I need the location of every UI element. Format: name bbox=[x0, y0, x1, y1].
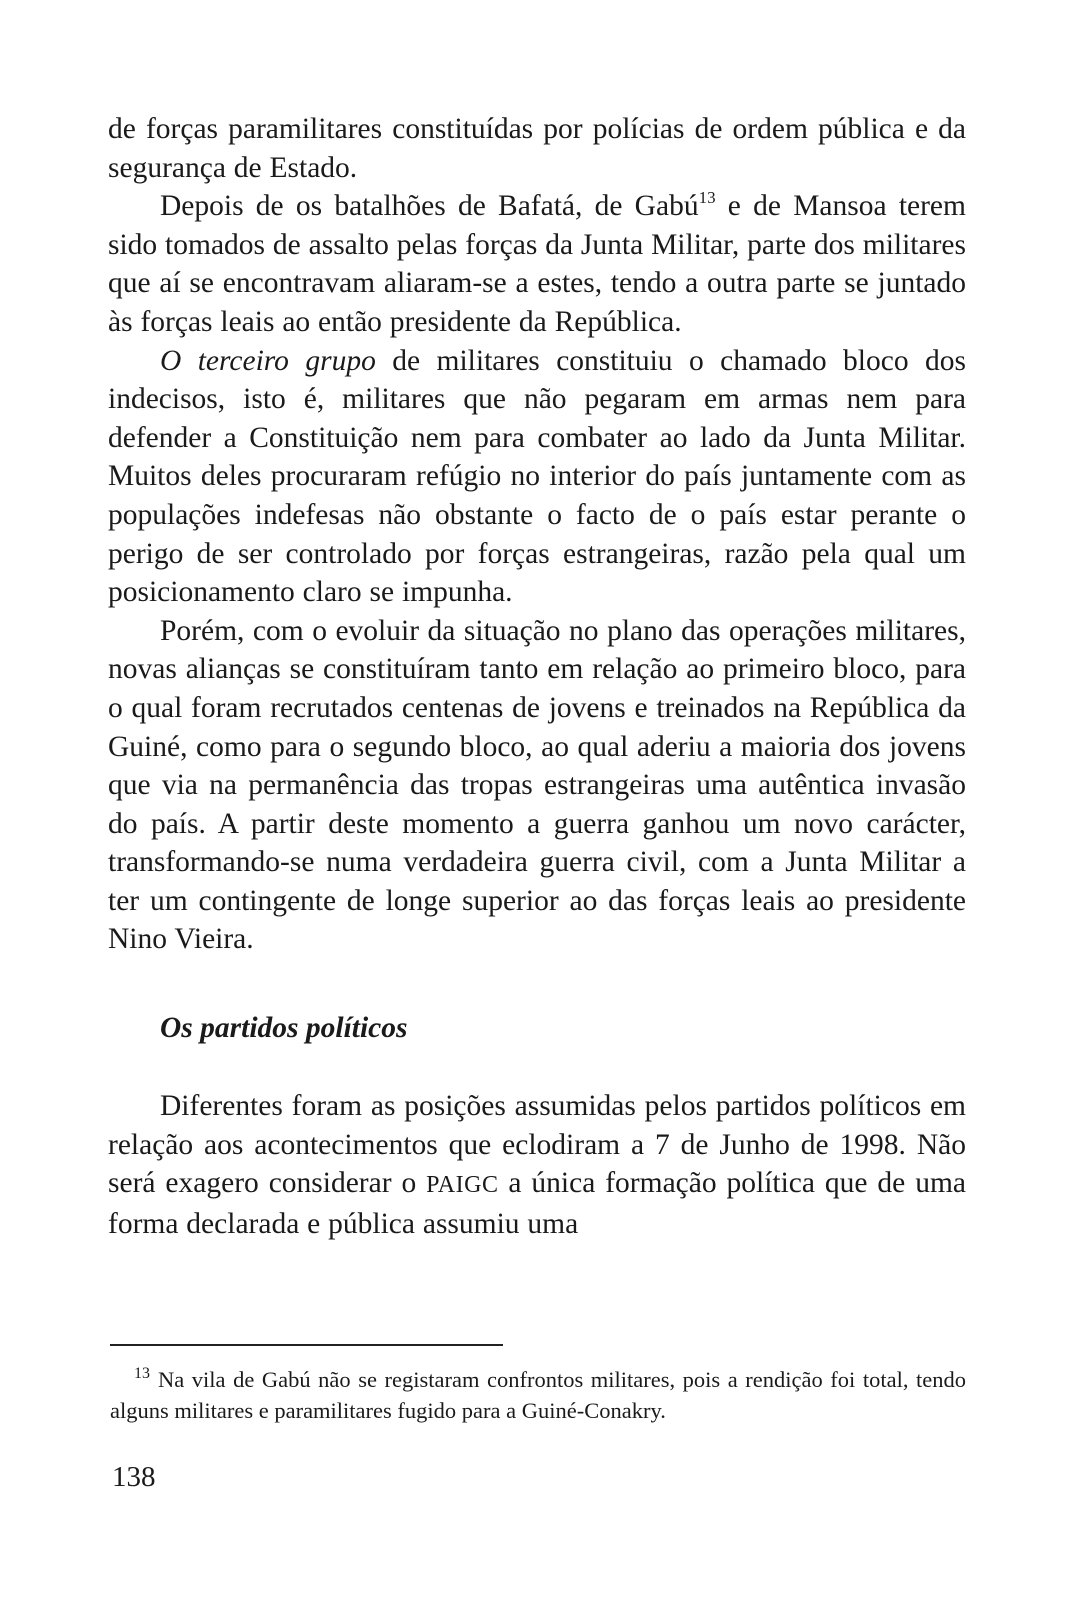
footnote bbox=[110, 1364, 966, 1426]
paragraph-5-text-end: a única formação política que de uma forma declarada e pública assumiu uma bbox=[108, 1167, 966, 1240]
party-acronym: PAIGC bbox=[426, 1172, 499, 1199]
paragraph-3-italic-lead: O terceiro grupo bbox=[160, 344, 376, 377]
footnote-divider bbox=[110, 1344, 503, 1346]
paragraph-1 bbox=[108, 110, 966, 187]
paragraph-5-text-start: Diferentes foram as posições assumidas pelos partidos políticos em relação aos acontecimentos que eclodiram a 7 de Junho de 1998. Não será exagero considerar o bbox=[108, 1090, 966, 1200]
paragraph-4-text: Porém, com o evoluir da situação no plano das operações militares, novas alianças se constituíram tanto em relação ao primeiro bloco, para o qual foram recrutados centenas de jovens e treinados na República da Guiné, como para o segundo bloco, ao qual aderiu a maioria dos jovens que via na permanência das tropas estrangeiras uma autêntica invasão do país. A partir deste momento a guerra ganhou um novo carácter, transformando-se numa verdadeira guerra civil, com a Junta Militar a ter um contingente de longe superior ao das forças leais ao presidente Nino Vieira. bbox=[108, 614, 966, 956]
page-number: 138 bbox=[112, 1461, 156, 1493]
paragraph-4 bbox=[108, 612, 966, 959]
paragraph-2-text-end: e de Mansoa terem sido tomados de assalto pelas forças da Junta Militar, parte dos militares que aí se encontravam aliaram-se a estes, tendo a outra parte se juntado às forças leais ao então presidente da República. bbox=[108, 190, 966, 338]
paragraph-2-text-start: Depois de os batalhões de Bafatá, de Gabú bbox=[160, 190, 699, 223]
paragraph-3-text: de militares constituiu o chamado bloco dos indecisos, isto é, militares que não pegaram em armas nem para defender a Constituição nem para combater ao lado da Junta Militar. Muitos deles procuraram refúgio no interior do país juntamente com as populações indefesas não obstante o facto de o país estar perante o perigo de ser controlado por forças estrangeiras, razão pela qual um posicionamento claro se impunha. bbox=[108, 344, 967, 609]
paragraph-2 bbox=[108, 187, 966, 341]
footnote-number: 13 bbox=[134, 1365, 150, 1382]
section-heading: Os partidos políticos bbox=[160, 1012, 408, 1045]
paragraph-1-text: de forças paramilitares constituídas por polícias de ordem pública e da segurança de Estado. bbox=[108, 113, 966, 184]
footnote-text: Na vila de Gabú não se registaram confrontos militares, pois a rendição foi total, tendo alguns militares e paramilitares fugido para a Guiné-Conakry. bbox=[110, 1367, 966, 1423]
paragraph-5 bbox=[108, 1087, 966, 1243]
page-body bbox=[108, 110, 966, 1243]
paragraph-3 bbox=[108, 342, 966, 612]
footnote-reference[interactable]: 13 bbox=[698, 188, 716, 208]
